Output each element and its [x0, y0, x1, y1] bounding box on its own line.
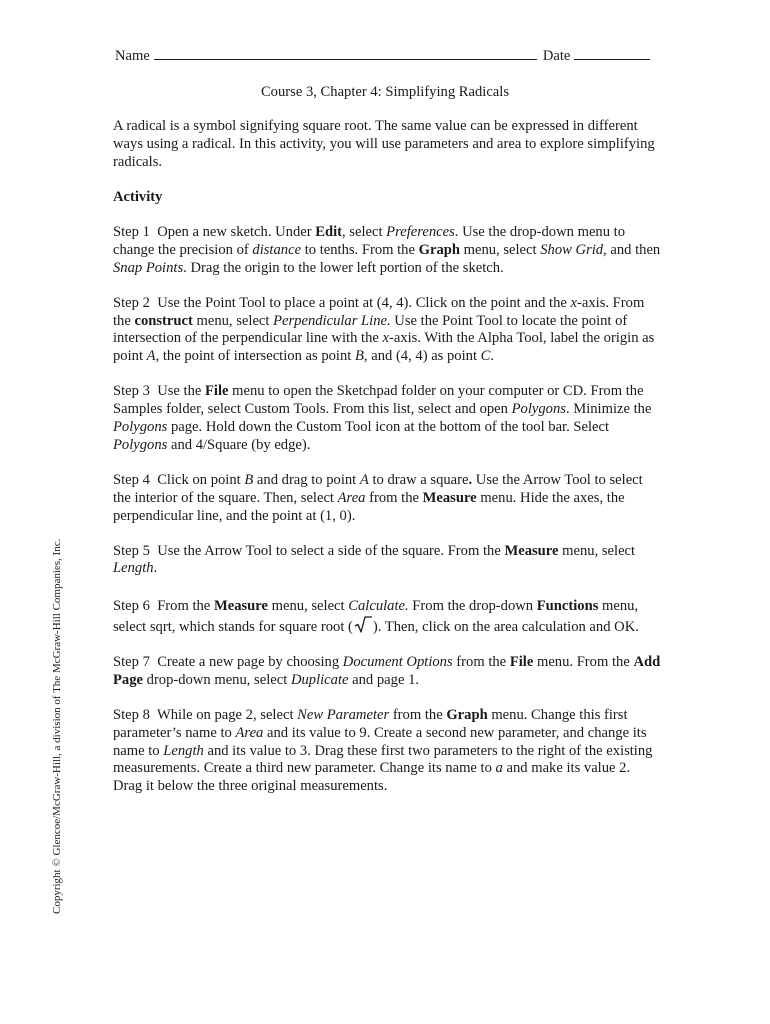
step-text: Use the Arrow Tool to select a side of the square. From the: [157, 542, 505, 559]
step-text: Use the: [157, 383, 206, 400]
step-text: menu. From the: [533, 654, 634, 671]
name-label: Name: [115, 48, 150, 64]
step-text: menu, select: [558, 542, 636, 559]
step-text: from the: [452, 654, 510, 671]
step-italic: Preferences: [386, 223, 455, 240]
step-text: Use the Arrow Tool to select the interior of the square. Then, select: [113, 471, 643, 506]
step-italic: x: [382, 330, 389, 347]
step-5-label: Step 5: [113, 542, 150, 559]
step-6-label: Step 6: [113, 597, 150, 614]
step-text: and drag to point: [253, 471, 360, 488]
step-italic: Snap Points: [113, 259, 184, 276]
step-text: to tenths. From the: [301, 241, 419, 258]
step-italic: Area: [235, 724, 264, 741]
step-italic: Show Grid,: [540, 241, 607, 258]
step-6: [113, 596, 661, 637]
step-text: menu, select: [459, 241, 541, 258]
step-1: [113, 224, 661, 277]
step-8-label: Step 8: [113, 707, 150, 724]
step-bold: .: [468, 471, 473, 488]
step-text: , select: [342, 223, 387, 240]
name-blank: [154, 46, 537, 60]
step-bold: Measure: [422, 489, 477, 506]
step-text: Use the Point Tool to locate the point of intersection of the perpendicular line with the: [113, 312, 628, 347]
step-text: menu, select: [192, 312, 274, 329]
page-title: Course 3, Chapter 4: Simplifying Radicals: [260, 84, 510, 100]
step-bold: File: [205, 383, 229, 400]
square-root-icon: [353, 616, 373, 634]
step-bold: Functions: [536, 597, 599, 614]
step-italic: A: [359, 471, 369, 488]
intro-paragraph: A radical is a symbol signifying square root. The same value can be expressed in different ways using a radical. In this activity, you will use parameters and area to explore simplifying radicals.: [113, 118, 655, 170]
worksheet-content: [113, 118, 661, 813]
step-text: menu to open the Sketchpad folder on your computer or CD. From the Samples folder, select Custom Tools. From this list, select and open: [113, 383, 644, 418]
step-3-label: Step 3: [113, 383, 150, 400]
step-text: , and (4, 4) as point: [363, 348, 481, 365]
step-italic: Area: [337, 489, 366, 506]
copyright-notice: Copyright © Glencoe/McGraw-Hill, a division of The McGraw-Hill Companies, Inc.: [51, 538, 63, 914]
step-text: Open a new sketch. Under: [157, 223, 316, 240]
step-bold: Measure: [504, 542, 559, 559]
step-text: -axis. From the: [113, 294, 645, 329]
step-text: and make its value 2. Drag it below the three original measurements.: [113, 760, 631, 795]
step-text: While on page 2, select: [156, 707, 298, 724]
step-text: page. Hold down the Custom Tool icon at the bottom of the tool bar. Select: [167, 418, 610, 435]
name-date-line: [115, 46, 660, 66]
step-italic: distance: [252, 241, 302, 258]
step-italic: Length: [113, 560, 154, 577]
step-italic: Polygons: [511, 401, 566, 418]
step-text: From the: [157, 597, 214, 614]
step-text: menu, select: [268, 597, 349, 614]
step-italic: Calculate.: [348, 597, 409, 614]
step-bold: Add Page: [113, 654, 661, 688]
step-italic: x: [570, 294, 578, 311]
step-text: drop-down menu, select: [143, 671, 291, 688]
step-italic: A: [146, 348, 156, 365]
step-text: ). Then, click on the area calculation and OK.: [372, 618, 639, 635]
step-bold: Graph: [418, 241, 460, 258]
step-italic: Polygons: [113, 418, 168, 435]
step-1-label: Step 1: [113, 223, 150, 240]
step-italic: B: [355, 348, 364, 365]
step-text: menu, select sqrt, which stands for square root (: [113, 597, 639, 635]
step-text: Click on point: [157, 471, 245, 488]
step-italic: Length: [163, 742, 204, 759]
step-bold: construct: [134, 312, 193, 329]
step-italic: Document Options: [342, 654, 453, 671]
step-text: menu. Change this first parameter’s name to: [113, 707, 628, 741]
step-text: Create a new page by choosing: [157, 654, 343, 671]
step-text: from the: [365, 489, 423, 506]
step-text: From the drop-down: [408, 597, 537, 614]
step-bold: Edit: [315, 223, 342, 240]
step-text: and its value to 9. Create a second new parameter, and change its name to: [113, 724, 647, 759]
date-label: Date: [542, 48, 571, 64]
step-2: [113, 295, 661, 366]
step-bold: Graph: [446, 707, 488, 724]
step-text: .: [153, 560, 158, 577]
step-text: and then: [606, 241, 661, 258]
step-4-label: Step 4: [113, 471, 150, 488]
step-3: [113, 383, 661, 454]
step-text: Use the Point Tool to place a point at (4, 4). Click on the point and the: [157, 294, 571, 311]
step-8: [113, 707, 661, 796]
step-text: .: [490, 348, 495, 365]
step-text: and its value to 3. Drag these first two parameters to the right of the existing measurements. Create a third new parameter. Change its name to: [113, 742, 653, 777]
step-italic: Duplicate: [290, 671, 349, 688]
step-text: menu. Hide the axes, the perpendicular line, and the point at (1, 0).: [113, 489, 625, 524]
step-text: and 4/Square (by edge).: [167, 436, 311, 453]
step-5: [113, 543, 661, 579]
step-text: -axis. With the Alpha Tool, label the origin as point: [113, 330, 655, 365]
activity-heading: Activity: [113, 188, 163, 205]
step-italic: New Parameter: [297, 707, 390, 724]
step-italic: B: [244, 471, 254, 488]
step-text: . Drag the origin to the lower left portion of the sketch.: [183, 259, 504, 276]
step-italic: Perpendicular Line.: [273, 312, 391, 329]
step-text: and page 1.: [348, 671, 420, 688]
step-2-label: Step 2: [113, 294, 150, 311]
step-4: [113, 472, 661, 525]
step-italic: Polygons: [113, 436, 168, 453]
step-text: . Use the drop-down menu to change the precision of: [113, 223, 626, 258]
step-italic: a: [495, 760, 503, 777]
step-7: [113, 654, 661, 690]
step-bold: File: [509, 654, 534, 671]
step-text: to draw a square: [368, 471, 469, 488]
date-blank: [574, 46, 650, 60]
step-italic: C: [480, 348, 491, 365]
step-text: . Minimize the: [565, 401, 652, 418]
step-text: from the: [389, 707, 447, 724]
step-7-label: Step 7: [113, 654, 150, 671]
step-bold: Measure: [213, 597, 268, 614]
step-text: , the point of intersection as point: [155, 348, 355, 365]
